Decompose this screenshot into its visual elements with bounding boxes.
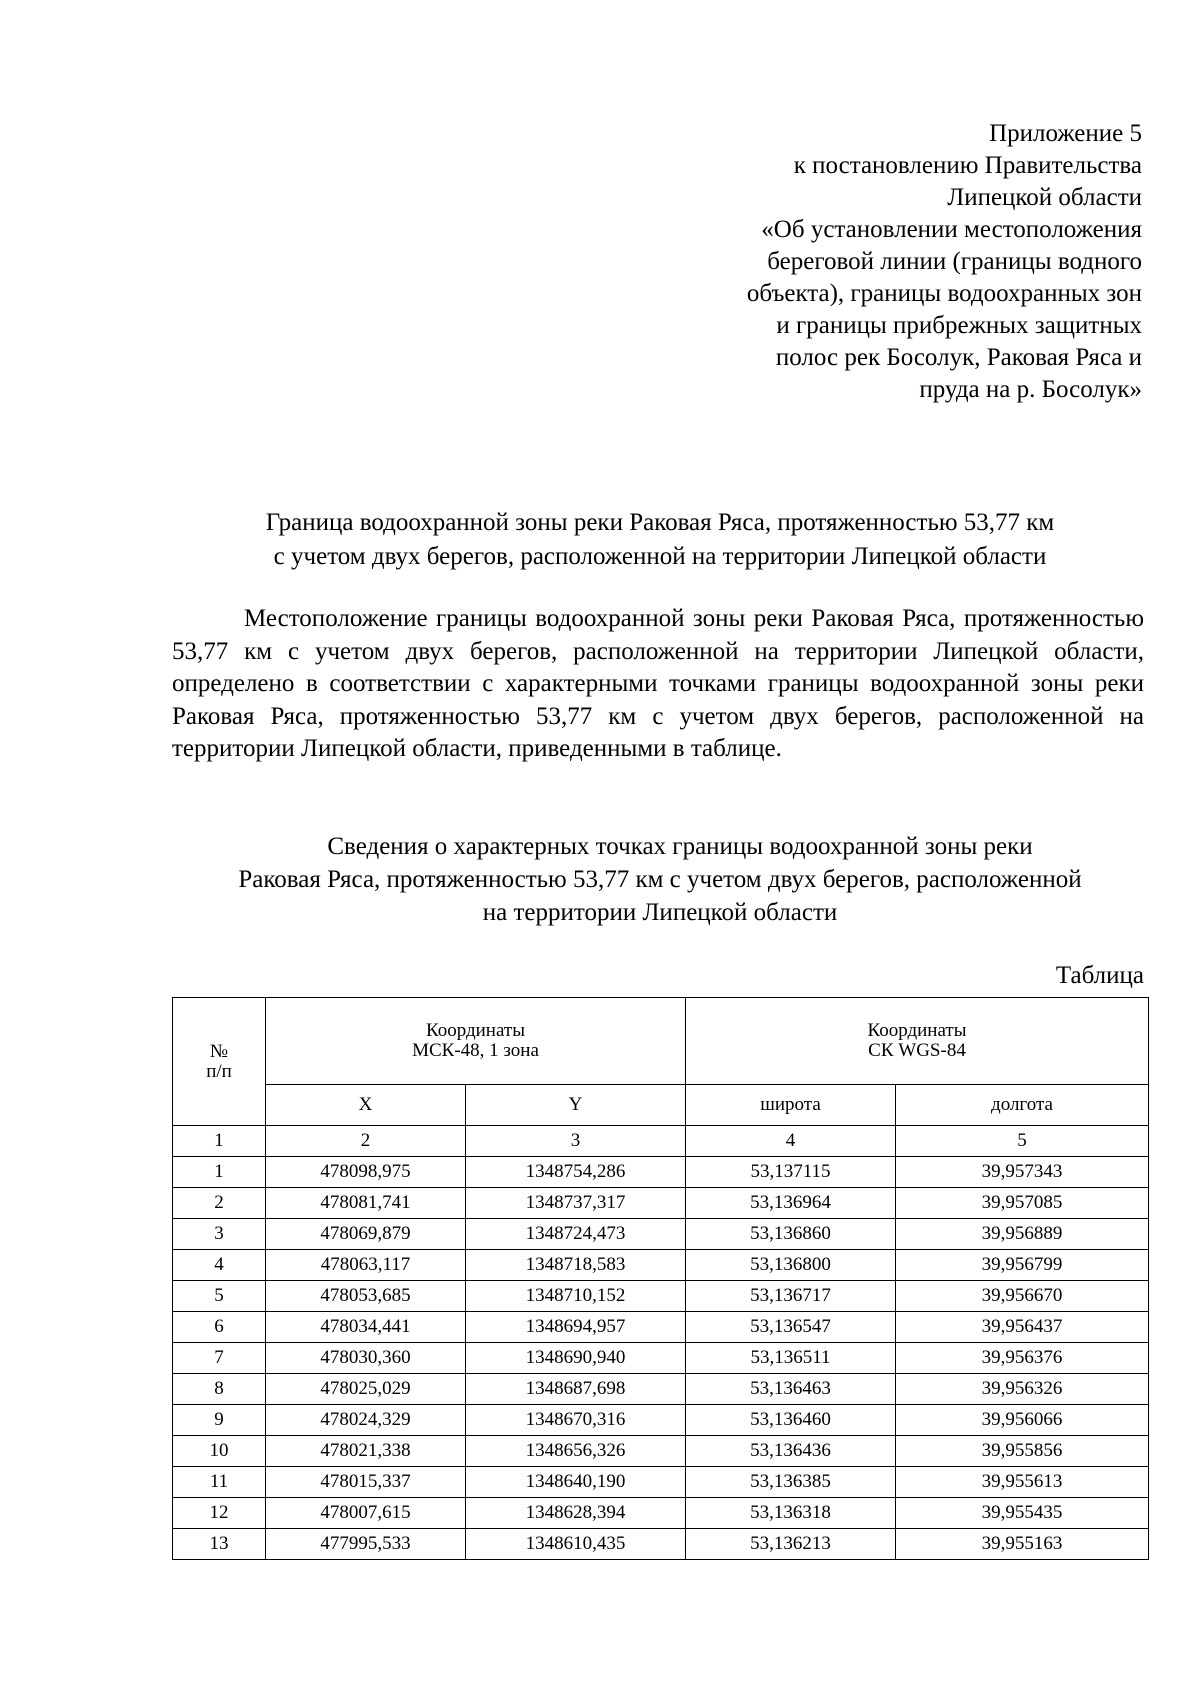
coord-y: 1348687,698	[466, 1374, 686, 1405]
header-msk48: Координаты МСК-48, 1 зона	[266, 998, 686, 1085]
header-longitude: долгота	[896, 1085, 1149, 1126]
longitude: 39,955613	[896, 1467, 1149, 1498]
coord-x: 478053,685	[266, 1281, 466, 1312]
coord-x: 478024,329	[266, 1405, 466, 1436]
coord-y: 1348718,583	[466, 1250, 686, 1281]
coord-x: 478098,975	[266, 1157, 466, 1188]
table-heading-line: Раковая Ряса, протяженностью 53,77 км с учетом двух берегов, расположенной	[238, 866, 1082, 893]
coord-y: 1348737,317	[466, 1188, 686, 1219]
appendix-line: Приложение 5	[989, 120, 1142, 147]
latitude: 53,136436	[686, 1436, 896, 1467]
row-number: 9	[173, 1405, 266, 1436]
table-row	[173, 1188, 1149, 1219]
appendix-line: объекта), границы водоохранных зон	[746, 280, 1142, 307]
header-wgs84: Координаты СК WGS-84	[686, 998, 1149, 1085]
row-number: 4	[173, 1250, 266, 1281]
latitude: 53,136860	[686, 1219, 896, 1250]
latitude: 53,136460	[686, 1405, 896, 1436]
longitude: 39,957085	[896, 1188, 1149, 1219]
heading-line: Граница водоохранной зоны реки Раковая Ряса, протяженностью 53,77 км	[265, 509, 1055, 536]
table-row	[173, 1281, 1149, 1312]
latitude: 53,136547	[686, 1312, 896, 1343]
coord-x: 478007,615	[266, 1498, 466, 1529]
coord-y: 1348694,957	[466, 1312, 686, 1343]
row-number: 12	[173, 1498, 266, 1529]
longitude: 39,956799	[896, 1250, 1149, 1281]
coord-x: 478025,029	[266, 1374, 466, 1405]
appendix-line: береговой линии (границы водного	[767, 248, 1142, 275]
coord-y: 1348710,152	[466, 1281, 686, 1312]
table-row	[173, 1436, 1149, 1467]
coord-y: 1348628,394	[466, 1498, 686, 1529]
table-row	[173, 1405, 1149, 1436]
appendix-line: полос рек Босолук, Раковая Ряса и	[775, 344, 1142, 371]
coordinates-table	[172, 997, 1149, 1560]
column-number: 2	[266, 1126, 466, 1157]
latitude: 53,136964	[686, 1188, 896, 1219]
column-number: 4	[686, 1126, 896, 1157]
row-number: 8	[173, 1374, 266, 1405]
header-x: X	[266, 1085, 466, 1126]
table-row	[173, 1498, 1149, 1529]
longitude: 39,957343	[896, 1157, 1149, 1188]
longitude: 39,956326	[896, 1374, 1149, 1405]
longitude: 39,955856	[896, 1436, 1149, 1467]
heading-line: с учетом двух берегов, расположенной на территории Липецкой области	[273, 543, 1047, 570]
coord-y: 1348754,286	[466, 1157, 686, 1188]
table-heading-line: на территории Липецкой области	[482, 899, 838, 926]
document-heading	[170, 506, 1150, 574]
coord-y: 1348610,435	[466, 1529, 686, 1560]
row-number: 7	[173, 1343, 266, 1374]
header-y: Y	[466, 1085, 686, 1126]
appendix-line: Липецкой области	[947, 184, 1142, 211]
appendix-block	[560, 118, 1142, 406]
coord-x: 478021,338	[266, 1436, 466, 1467]
header-num: № п/п	[173, 998, 266, 1126]
longitude: 39,955435	[896, 1498, 1149, 1529]
coord-x: 478069,879	[266, 1219, 466, 1250]
coord-y: 1348724,473	[466, 1219, 686, 1250]
coord-y: 1348690,940	[466, 1343, 686, 1374]
row-number: 2	[173, 1188, 266, 1219]
table-row	[173, 1219, 1149, 1250]
table-row	[173, 1467, 1149, 1498]
coord-x: 478030,360	[266, 1343, 466, 1374]
column-number: 5	[896, 1126, 1149, 1157]
row-number: 3	[173, 1219, 266, 1250]
appendix-line: к постановлению Правительства	[793, 152, 1142, 179]
body-paragraph: Местоположение границы водоохранной зоны реки Раковая Ряса, протяженностью 53,77 км с учетом двух берегов, расположенной на территории Липецкой области, определено в соответствии с характерными точками границы водоохранной зоны реки Раковая Ряса, протяженностью 53,77 км с учетом двух берегов, расположенной на территории Липецкой области, приведенными в таблице.	[172, 605, 1144, 763]
longitude: 39,956670	[896, 1281, 1149, 1312]
coord-x: 477995,533	[266, 1529, 466, 1560]
appendix-line: пруда на р. Босолук»	[919, 376, 1142, 403]
table-row	[173, 1343, 1149, 1374]
latitude: 53,136800	[686, 1250, 896, 1281]
column-number: 1	[173, 1126, 266, 1157]
appendix-line: и границы прибрежных защитных	[776, 312, 1142, 339]
table-row	[173, 1250, 1149, 1281]
table-caption: Таблица	[1055, 962, 1144, 989]
longitude: 39,956376	[896, 1343, 1149, 1374]
longitude: 39,955163	[896, 1529, 1149, 1560]
latitude: 53,137115	[686, 1157, 896, 1188]
latitude: 53,136318	[686, 1498, 896, 1529]
row-number: 10	[173, 1436, 266, 1467]
header-latitude: широта	[686, 1085, 896, 1126]
longitude: 39,956437	[896, 1312, 1149, 1343]
longitude: 39,956066	[896, 1405, 1149, 1436]
table-row	[173, 1312, 1149, 1343]
latitude: 53,136385	[686, 1467, 896, 1498]
table-row	[173, 1374, 1149, 1405]
latitude: 53,136717	[686, 1281, 896, 1312]
coord-x: 478034,441	[266, 1312, 466, 1343]
column-number: 3	[466, 1126, 686, 1157]
longitude: 39,956889	[896, 1219, 1149, 1250]
latitude: 53,136463	[686, 1374, 896, 1405]
table-row	[173, 1157, 1149, 1188]
latitude: 53,136511	[686, 1343, 896, 1374]
coord-x: 478015,337	[266, 1467, 466, 1498]
row-number: 6	[173, 1312, 266, 1343]
coord-x: 478081,741	[266, 1188, 466, 1219]
coord-y: 1348656,326	[466, 1436, 686, 1467]
appendix-line: «Об установлении местоположения	[761, 216, 1142, 243]
row-number: 1	[173, 1157, 266, 1188]
coord-y: 1348670,316	[466, 1405, 686, 1436]
table-row	[173, 1529, 1149, 1560]
row-number: 13	[173, 1529, 266, 1560]
row-number: 5	[173, 1281, 266, 1312]
table-heading-line: Сведения о характерных точках границы водоохранной зоны реки	[327, 833, 1033, 860]
coord-x: 478063,117	[266, 1250, 466, 1281]
latitude: 53,136213	[686, 1529, 896, 1560]
row-number: 11	[173, 1467, 266, 1498]
coord-y: 1348640,190	[466, 1467, 686, 1498]
table-heading	[170, 830, 1150, 929]
